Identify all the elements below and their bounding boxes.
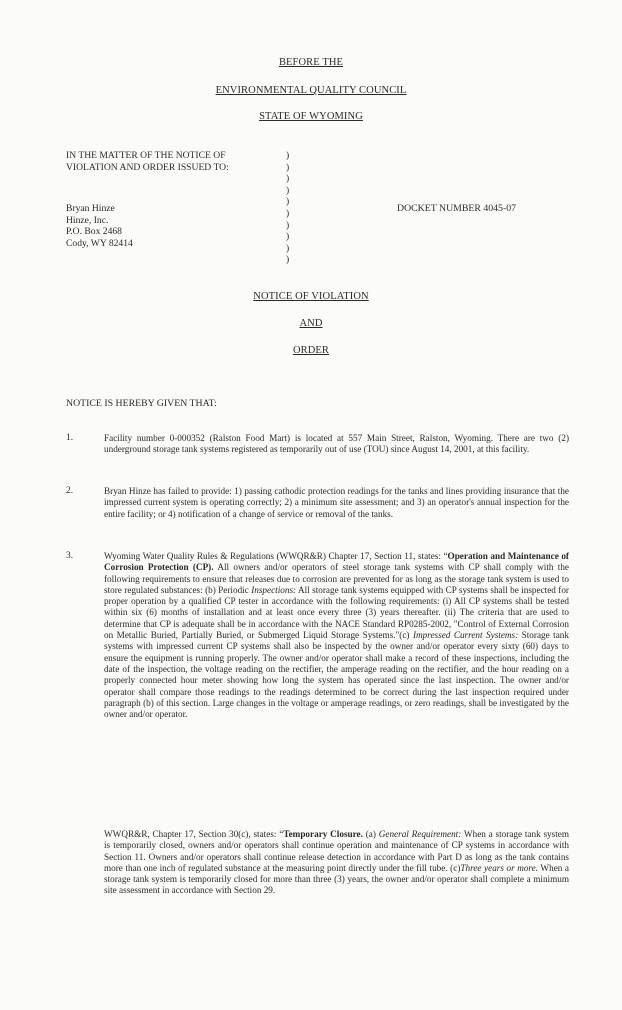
respondent-company: Hinze, Inc. xyxy=(66,214,109,226)
caption-paren-column xyxy=(286,150,296,266)
paragraph-4-text xyxy=(104,829,569,897)
paren: ) xyxy=(286,184,290,196)
paren: ) xyxy=(286,150,290,161)
title-and: AND xyxy=(299,318,323,329)
p4-text-b: When a storage tank system is temporarily closed, owners and/or operators shall continue operation and maintenance of CP systems in accordance with Section 11. Owners and/or operators shall continue release detection in accordance with Part D as long as the tank contains more than one inch of regulated substance at the measuring point directly under the fill tube. (c) xyxy=(104,829,569,873)
paren: ) xyxy=(286,207,290,219)
paragraph-1-number: 1. xyxy=(66,433,74,443)
caption-matter-line2: VIOLATION AND ORDER ISSUED TO: xyxy=(66,161,229,173)
notice-hereby-given: NOTICE IS HEREBY GIVEN THAT: xyxy=(66,398,217,409)
paragraph-2-text: Bryan Hinze has failed to provide: 1) passing cathodic protection readings for the tanks and lines providing insurance that the impressed current system is operating correctly; 2) a minimum site assessment; and 3) an operator's annual inspection for the entire facility; or 4) notification of a change of service or removal of the tanks. xyxy=(104,486,569,519)
p4-heading-bold: Temporary Closure. xyxy=(283,829,363,839)
paragraph-3-number: 3. xyxy=(66,551,74,561)
respondent-name: Bryan Hinze xyxy=(66,203,115,214)
paren: ) xyxy=(286,196,290,208)
paragraph-2-number: 2. xyxy=(66,486,74,496)
header-before-the: BEFORE THE xyxy=(278,57,344,68)
caption-matter xyxy=(66,150,266,173)
docket-number: DOCKET NUMBER 4045-07 xyxy=(397,203,517,214)
p4-italic-a: General Requirement: xyxy=(378,829,462,839)
paren: ) xyxy=(286,173,290,185)
p3-text-b: All storage tank systems equipped with CP systems shall be inspected for proper operation by a qualified CP tester in accordance with the following requirements: (i) All CP systems shall be tested within six (6) months of installation and at least once every three (3) years thereafter. (ii) The criteria that are used to determine that CP is adequate shall be in accordance with the NACE Standard RP0285-2002, "Control of External Corrosion on Metallic Buried, Partially Buried, or Submerged Liquid Storage Systems."(c) xyxy=(104,584,569,641)
caption-matter-line1: IN THE MATTER OF THE NOTICE OF xyxy=(66,150,226,161)
p4-italic-b: Three years or more. xyxy=(460,862,539,873)
paragraph-1-text: Facility number 0-000352 (Ralston Food Mart) is located at 557 Main Street, Ralston, Wyoming. There are two (2) underground storage tank systems registered as temporarily out of use (TOU) since August 14, 2001, at this facility. xyxy=(104,433,569,455)
paren: ) xyxy=(286,254,290,266)
paragraph-3-text xyxy=(104,551,569,720)
title-order: ORDER xyxy=(292,345,330,356)
respondent-city: Cody, WY 82414 xyxy=(66,237,133,249)
paren: ) xyxy=(286,161,290,173)
p3-text-c: Storage tank systems with impressed current CP systems shall also be inspected by the owner and/or operator every sixty (60) days to ensure the equipment is running properly. The owner and/or operator shall make a record of these inspections, including the date of the inspection, the voltage reading on the rectifier, the amperage reading on the rectifier, and the hour reading on a properly connected hour meter showing how long the system has operated since the last inspection. The owner and/or operator shall compare those readings to the readings determined to be correct during the last inspection required under paragraph (b) of this section. Large changes in the voltage or amperage readings, or zero readings, shall be investigated by the owner and/or operator. xyxy=(104,630,569,720)
p3-italic-a: Inspections: xyxy=(251,584,297,595)
paren: ) xyxy=(286,231,290,243)
p3-intro: Wyoming Water Quality Rules & Regulations (WWQR&R) Chapter 17, Section 11, states: “ xyxy=(104,551,448,561)
header-council: ENVIRONMENTAL QUALITY COUNCIL xyxy=(215,85,407,96)
title-notice-of-violation: NOTICE OF VIOLATION xyxy=(253,291,369,302)
p4-text-c: When a storage tank system is temporarily closed for more than three (3) years, the owner and/or operator shall complete a minimum site assessment in accordance with Section 29. xyxy=(104,862,569,896)
paren: ) xyxy=(286,219,290,231)
p3-heading-bold: Operation and Maintenance of Corrosion Protection (CP). xyxy=(104,551,569,573)
p3-text-a: All owners and/or operators of steel storage tank systems with CP shall comply with the following requirements to ensure that releases due to corrosion are prevented for as long as the storage tank system is used to store regulated substances: (b) Periodic xyxy=(104,562,569,595)
p3-italic-b: Impressed Current Systems: xyxy=(412,630,519,641)
paren: ) xyxy=(286,242,290,254)
header-state: STATE OF WYOMING xyxy=(259,111,363,122)
p4-text-a: (a) xyxy=(362,829,379,839)
respondent-pobox: P.O. Box 2468 xyxy=(66,226,122,238)
p4-intro: WWQR&R, Chapter 17, Section 30(c), states: “ xyxy=(104,829,284,839)
caption-respondent xyxy=(66,203,266,249)
